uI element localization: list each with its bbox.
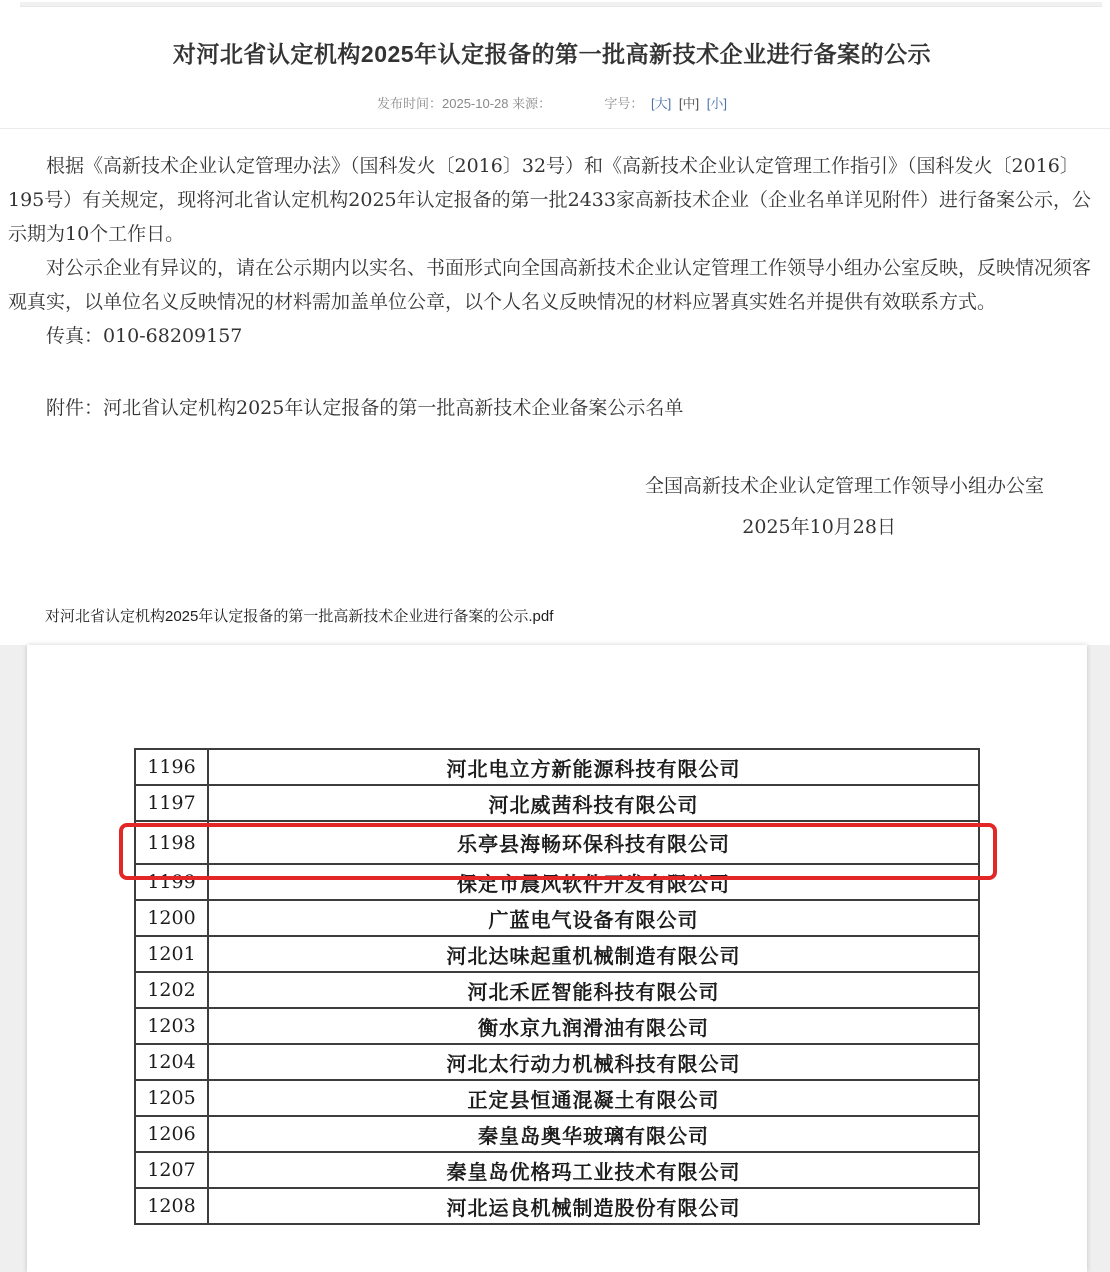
row-number: 1205	[135, 1080, 208, 1116]
row-number: 1202	[135, 972, 208, 1008]
row-number: 1197	[135, 785, 208, 821]
fax-line: 传真：010-68209157	[46, 325, 243, 347]
row-number: 1198	[135, 821, 208, 864]
table-row	[135, 1008, 979, 1044]
table-row	[135, 1152, 979, 1188]
company-name: 河北运良机械制造股份有限公司	[208, 1188, 979, 1224]
row-number: 1201	[135, 936, 208, 972]
pdf-viewer[interactable]	[0, 645, 1110, 1272]
company-name: 正定县恒通混凝土有限公司	[208, 1080, 979, 1116]
table-row	[135, 749, 979, 785]
fontsize-label: 字号：	[604, 96, 644, 111]
company-name: 衡水京九润滑油有限公司	[208, 1008, 979, 1044]
table-row	[135, 1188, 979, 1224]
table-row	[135, 1044, 979, 1080]
row-number: 1207	[135, 1152, 208, 1188]
company-name: 河北威茜科技有限公司	[208, 785, 979, 821]
publish-date: 2025-10-28	[442, 96, 509, 111]
company-name: 河北达味起重机械制造有限公司	[208, 936, 979, 972]
meta-divider	[0, 128, 1110, 129]
article-body	[8, 149, 1096, 544]
source-label: 来源：	[512, 96, 552, 111]
company-name: 乐亭县海畅环保科技有限公司	[208, 821, 979, 864]
table-row	[135, 1080, 979, 1116]
signature-date: 2025年10月28日	[742, 516, 896, 538]
page-title: 对河北省认定机构2025年认定报备的第一批高新技术企业进行备案的公示	[172, 41, 932, 67]
row-number: 1204	[135, 1044, 208, 1080]
attachment-line: 附件：河北省认定机构2025年认定报备的第一批高新技术企业备案公示名单	[46, 397, 684, 419]
article-meta	[8, 93, 1096, 112]
pdf-page	[27, 645, 1087, 1272]
company-table	[134, 748, 980, 1225]
row-number: 1200	[135, 900, 208, 936]
company-name: 河北太行动力机械科技有限公司	[208, 1044, 979, 1080]
table-row	[135, 972, 979, 1008]
table-row	[135, 785, 979, 821]
article	[0, 0, 1110, 544]
paragraph-regulations: 根据《高新技术企业认定管理办法》（国科发火〔2016〕32号）和《高新技术企业认定管理工作指引》（国科发火〔2016〕195号）有关规定，现将河北省认定机构2025年认定报备的第一批2433家高新技术企业（企业名单详见附件）进行备案公示，公示期为10个工作日。	[8, 155, 1091, 245]
row-number: 1203	[135, 1008, 208, 1044]
pdf-table-body	[135, 749, 979, 1224]
row-number: 1206	[135, 1116, 208, 1152]
table-row	[135, 1116, 979, 1152]
signature-office: 全国高新技术企业认定管理工作领导小组办公室	[644, 475, 1044, 497]
table-row	[135, 936, 979, 972]
table-row	[135, 900, 979, 936]
table-row	[135, 864, 979, 900]
font-size-large-button[interactable]: [大]	[651, 96, 672, 111]
font-size-small-button[interactable]: [小]	[706, 96, 727, 111]
pdf-attachment-link[interactable]: 对河北省认定机构2025年认定报备的第一批高新技术企业进行备案的公示.pdf	[45, 608, 554, 625]
company-name: 保定市晨风软件开发有限公司	[208, 864, 979, 900]
row-number: 1199	[135, 864, 208, 900]
company-name: 秦皇岛奥华玻璃有限公司	[208, 1116, 979, 1152]
company-name: 广蓝电气设备有限公司	[208, 900, 979, 936]
publish-time-label: 发布时间：	[377, 96, 443, 111]
row-number: 1196	[135, 749, 208, 785]
company-name: 河北禾匠智能科技有限公司	[208, 972, 979, 1008]
paragraph-objection: 对公示企业有异议的，请在公示期内以实名、书面形式向全国高新技术企业认定管理工作领导小组办公室反映，反映情况须客观真实，以单位名义反映情况的材料需加盖单位公章，以个人名义反映情况的材料应署真实姓名并提供有效联系方式。	[8, 257, 1092, 313]
table-row	[135, 821, 979, 864]
company-name: 秦皇岛优格玛工业技术有限公司	[208, 1152, 979, 1188]
row-number: 1208	[135, 1188, 208, 1224]
font-size-medium-button[interactable]: [中]	[678, 96, 700, 111]
company-name: 河北电立方新能源科技有限公司	[208, 749, 979, 785]
